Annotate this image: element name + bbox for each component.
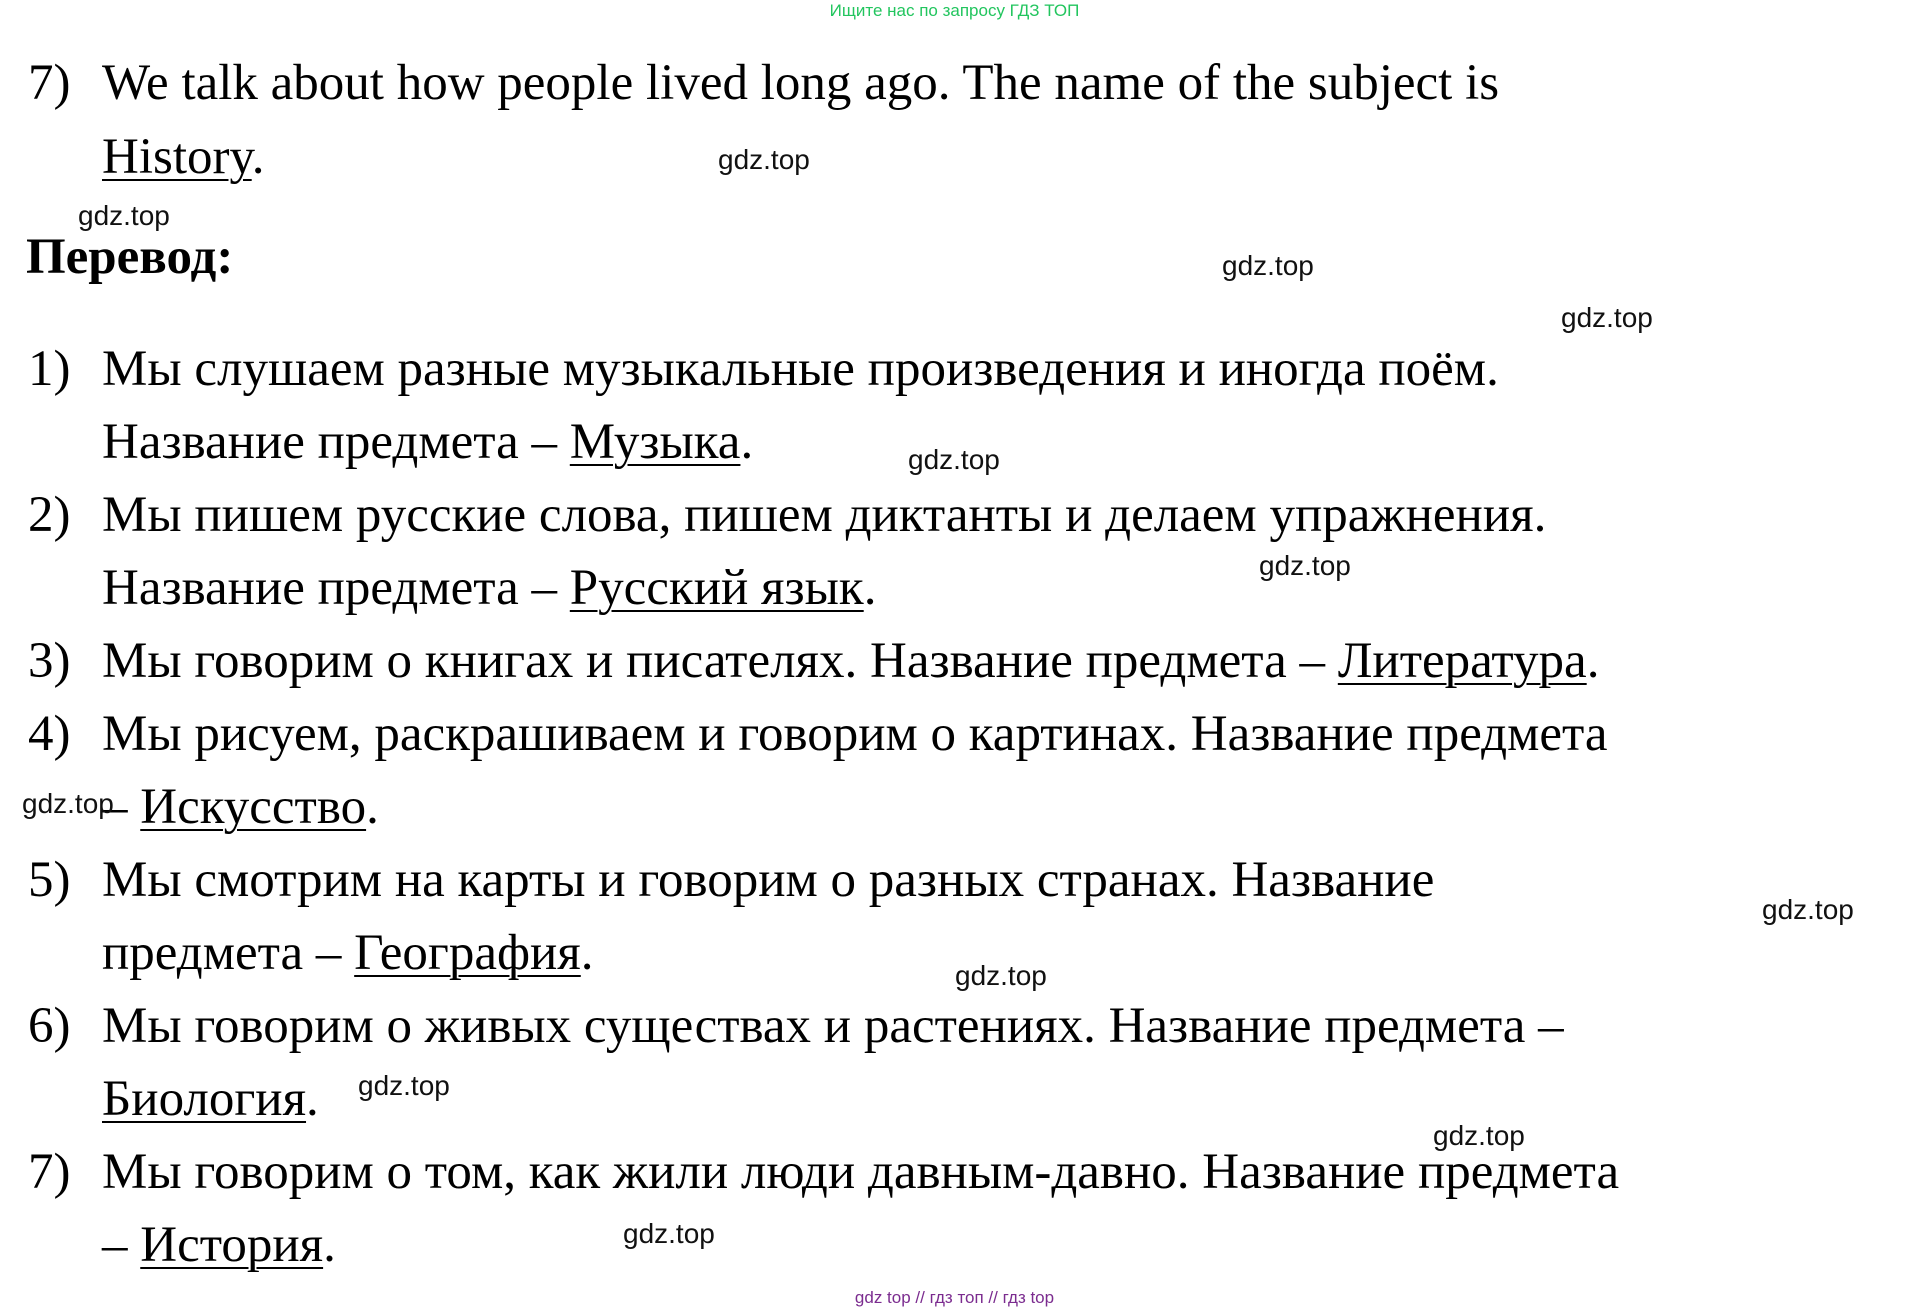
item-line-1: Мы смотрим на карты и говорим о разных странах. Название — [102, 852, 1435, 908]
item-line-2: – История. — [102, 1217, 336, 1273]
item-line-1: Мы рисуем, раскрашиваем и говорим о картинах. Название предмета — [102, 706, 1608, 762]
item-line-1: Мы пишем русские слова, пишем диктанты и делаем упражнения. — [102, 487, 1547, 543]
item-line-2: Название предмета – Русский язык. — [102, 560, 877, 616]
watermark: gdz.top — [1433, 1120, 1525, 1151]
answer-russian: Русский язык — [569, 560, 864, 616]
item-number: 5) — [28, 852, 71, 908]
item-number: 7) — [28, 55, 71, 111]
item-line-1: Мы слушаем разные музыкальные произведения и иногда поём. — [102, 341, 1499, 397]
watermark: gdz.top — [955, 960, 1047, 991]
watermark: gdz.top — [358, 1070, 450, 1101]
item-line-1: We talk about how people lived long ago. The name of the subject is — [102, 55, 1500, 111]
watermark: gdz.top — [1762, 894, 1854, 925]
answer-geography: География — [354, 925, 581, 981]
item-line-2: Название предмета – Музыка. — [102, 414, 754, 470]
item-line-2: – Искусство. — [102, 779, 379, 835]
translation-heading: Перевод: — [26, 229, 234, 285]
item-line-1: Мы говорим о книгах и писателях. Название предмета – Литература. — [102, 633, 1600, 689]
item-line-1: Мы говорим о том, как жили люди давным-давно. Название предмета — [102, 1144, 1620, 1200]
answer-music: Музыка — [569, 414, 741, 470]
watermark: gdz.top — [908, 444, 1000, 475]
watermark: gdz.top — [1561, 302, 1653, 333]
answer-biology: Биология — [102, 1071, 307, 1127]
item-number: 4) — [28, 706, 71, 762]
item-line-2: Биология. — [102, 1071, 319, 1127]
answer-literature: Литература — [1337, 633, 1587, 689]
answer-history: History — [102, 129, 252, 185]
footer-note: gdz top // гдз топ // гдз top — [854, 1288, 1055, 1307]
header-note: Ищите нас по запросу ГДЗ ТОП — [829, 1, 1080, 20]
item-number: 3) — [28, 633, 71, 689]
item-number: 7) — [28, 1144, 71, 1200]
watermark: gdz.top — [22, 788, 114, 819]
item-number: 1) — [28, 341, 71, 397]
watermark: gdz.top — [718, 144, 810, 175]
watermark: gdz.top — [1259, 550, 1351, 581]
item-number: 6) — [28, 998, 71, 1054]
watermark: gdz.top — [623, 1218, 715, 1249]
item-line-2: предмета – География. — [102, 925, 594, 981]
answer-history-ru: История — [140, 1217, 324, 1273]
watermark: gdz.top — [78, 200, 170, 231]
item-line-2: History. — [102, 129, 265, 185]
answer-art: Искусство — [140, 779, 367, 835]
watermark: gdz.top — [1222, 250, 1314, 281]
item-number: 2) — [28, 487, 71, 543]
item-line-1: Мы говорим о живых существах и растениях. Название предмета – — [102, 998, 1564, 1054]
